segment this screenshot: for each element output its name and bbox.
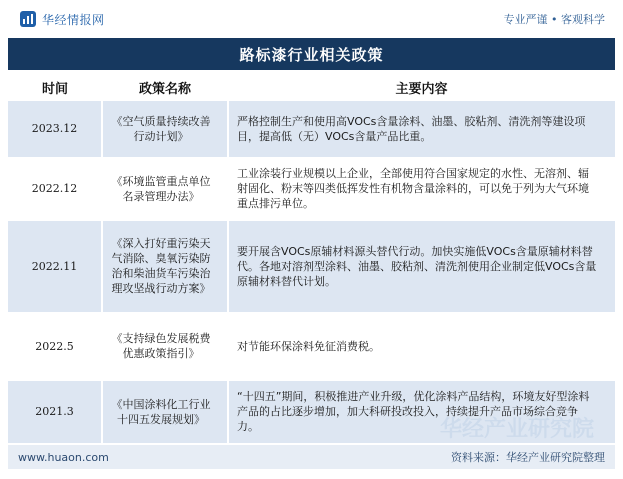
huajing-logo-icon	[20, 11, 36, 27]
table-row	[8, 220, 615, 312]
table-row	[8, 101, 615, 157]
cell-content: 对节能环保涂料免征消费税。	[228, 312, 615, 380]
cell-policy-name: 《环境监管重点单位名录管理办法》	[102, 157, 228, 220]
data-source-note: 资料来源：华经产业研究院整理	[451, 451, 605, 464]
source-url[interactable]: www.huaon.com	[18, 450, 109, 464]
cell-content: 工业涂装行业规模以上企业，全部使用符合国家规定的水性、无溶剂、辐射固化、粉末等四类低挥发性有机物含量涂料的，可以免于列为大气环境重点排污单位。	[228, 157, 615, 220]
cell-content: 要开展含VOCs原辅材料源头替代行动。加快实施低VOCs含量原辅材料替代。各地对溶剂型涂料、油墨、胶粘剂、清洗剂使用企业制定低VOCs含量原辅材料替代计划。	[228, 220, 615, 312]
cell-time: 2021.3	[8, 380, 102, 443]
table-header-row	[8, 73, 615, 101]
column-header-time: 时间	[8, 73, 102, 101]
cell-time: 2023.12	[8, 101, 102, 157]
table-row	[8, 380, 615, 443]
cell-time: 2022.5	[8, 312, 102, 380]
brand	[20, 11, 105, 28]
cell-content: “十四五”期间，积极推进产业升级，优化涂料产品结构，环境友好型涂料产品的占比逐步增加，加大科研投改投入，持续提升产品市场综合竞争力。	[228, 380, 615, 443]
table-row	[8, 157, 615, 220]
column-header-main-content: 主要内容	[228, 73, 615, 101]
cell-policy-name: 《空气质量持续改善行动计划》	[102, 101, 228, 157]
cell-policy-name: 《中国涂料化工行业十四五发展规划》	[102, 380, 228, 443]
cell-policy-name: 《深入打好重污染天气消除、臭氧污染防治和柴油货车污染治理攻坚战行动方案》	[102, 220, 228, 312]
cell-policy-name: 《支持绿色发展税费优惠政策指引》	[102, 312, 228, 380]
table-row	[8, 312, 615, 380]
cell-time: 2022.11	[8, 220, 102, 312]
slogan: 专业严谨 • 客观科学	[503, 13, 605, 26]
brand-name: 华经情报网	[42, 12, 105, 27]
page-title: 路标漆行业相关政策	[8, 38, 615, 70]
cell-content: 严格控制生产和使用高VOCs含量涂料、油墨、胶粘剂、清洗剂等建设项目，提高低（无）VOCs含量产品比重。	[228, 101, 615, 157]
policy-table	[8, 73, 615, 443]
column-header-policy-name: 政策名称	[102, 73, 228, 101]
top-header	[0, 0, 623, 38]
footer	[8, 445, 615, 469]
cell-time: 2022.12	[8, 157, 102, 220]
